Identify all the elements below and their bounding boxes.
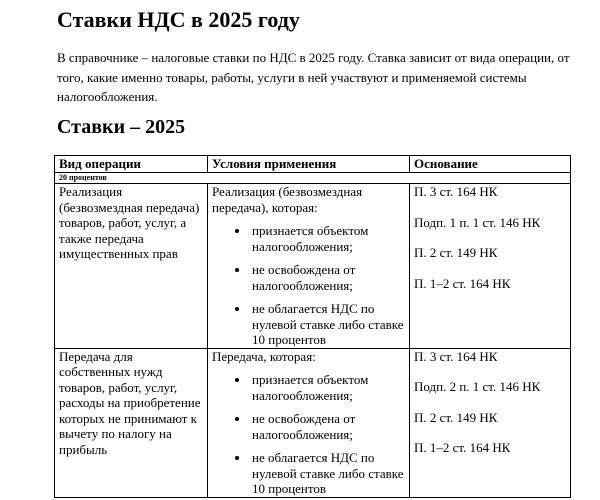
basis-reference: П. 2 ст. 149 НК	[414, 409, 498, 425]
section-title: Ставки – 2025	[57, 116, 186, 138]
header-conditions: Условия применения	[208, 156, 410, 173]
condition-item: • признается объектом налогообложения;	[250, 223, 405, 254]
table-row	[55, 348, 571, 497]
condition-item: • не освобождена от налогообложения;	[250, 262, 405, 293]
condition-item: • признается объектом налогообложения;	[250, 372, 405, 403]
condition-item: • не облагается НДС по нулевой ставке либо ставке 10 процентов	[250, 301, 405, 348]
condition-item: • не освобождена от налогообложения;	[250, 411, 405, 442]
rate-group-row	[55, 173, 571, 184]
intro-paragraph: В справочнике – налоговые ставки по НДС в 2025 году. Ставка зависит от вида операции, от того, какие именно товары, работы, услуги в ней участвуют и применяемой системы налогообложения.	[57, 50, 570, 104]
basis-reference: П. 2 ст. 149 НК	[414, 245, 498, 260]
conditions-cell	[208, 348, 410, 497]
basis-reference: П. 1–2 ст. 164 НК	[414, 440, 511, 455]
basis-cell	[410, 348, 571, 497]
operation-cell: Передача для собственных нужд товаров, работ, услуг, расходы на приобретение которых не принимают к вычету по налогу на прибыль	[55, 348, 208, 497]
header-basis: Основание	[410, 156, 571, 173]
operation-cell: Реализация (безвозмездная передача) товаров, работ, услуг, а также передача имущественных прав	[55, 184, 208, 349]
rate-group-label: 20 процентов	[55, 173, 571, 184]
basis-reference: П. 3 ст. 164 НК	[414, 184, 498, 199]
basis-reference: П. 3 ст. 164 НК	[414, 348, 498, 364]
condition-item: • не облагается НДС по нулевой ставке либо ставке 10 процентов	[250, 450, 405, 497]
conditions-intro: Передача, которая:	[212, 348, 316, 364]
page-title: Ставки НДС в 2025 году	[57, 7, 300, 32]
table-row	[55, 184, 571, 349]
basis-reference: Подп. 2 п. 1 ст. 146 НК	[414, 379, 541, 394]
basis-reference: П. 1–2 ст. 164 НК	[414, 275, 511, 291]
basis-reference: Подп. 1 п. 1 ст. 146 НК	[414, 214, 541, 230]
vat-rates-table	[54, 155, 571, 498]
conditions-intro: Реализация (безвозмездная передача), которая:	[212, 184, 363, 215]
conditions-list	[212, 372, 405, 497]
conditions-list	[212, 223, 405, 348]
header-operation: Вид операции	[55, 156, 208, 173]
basis-cell	[410, 184, 571, 349]
table-header-row	[55, 156, 571, 173]
conditions-cell	[208, 184, 410, 349]
